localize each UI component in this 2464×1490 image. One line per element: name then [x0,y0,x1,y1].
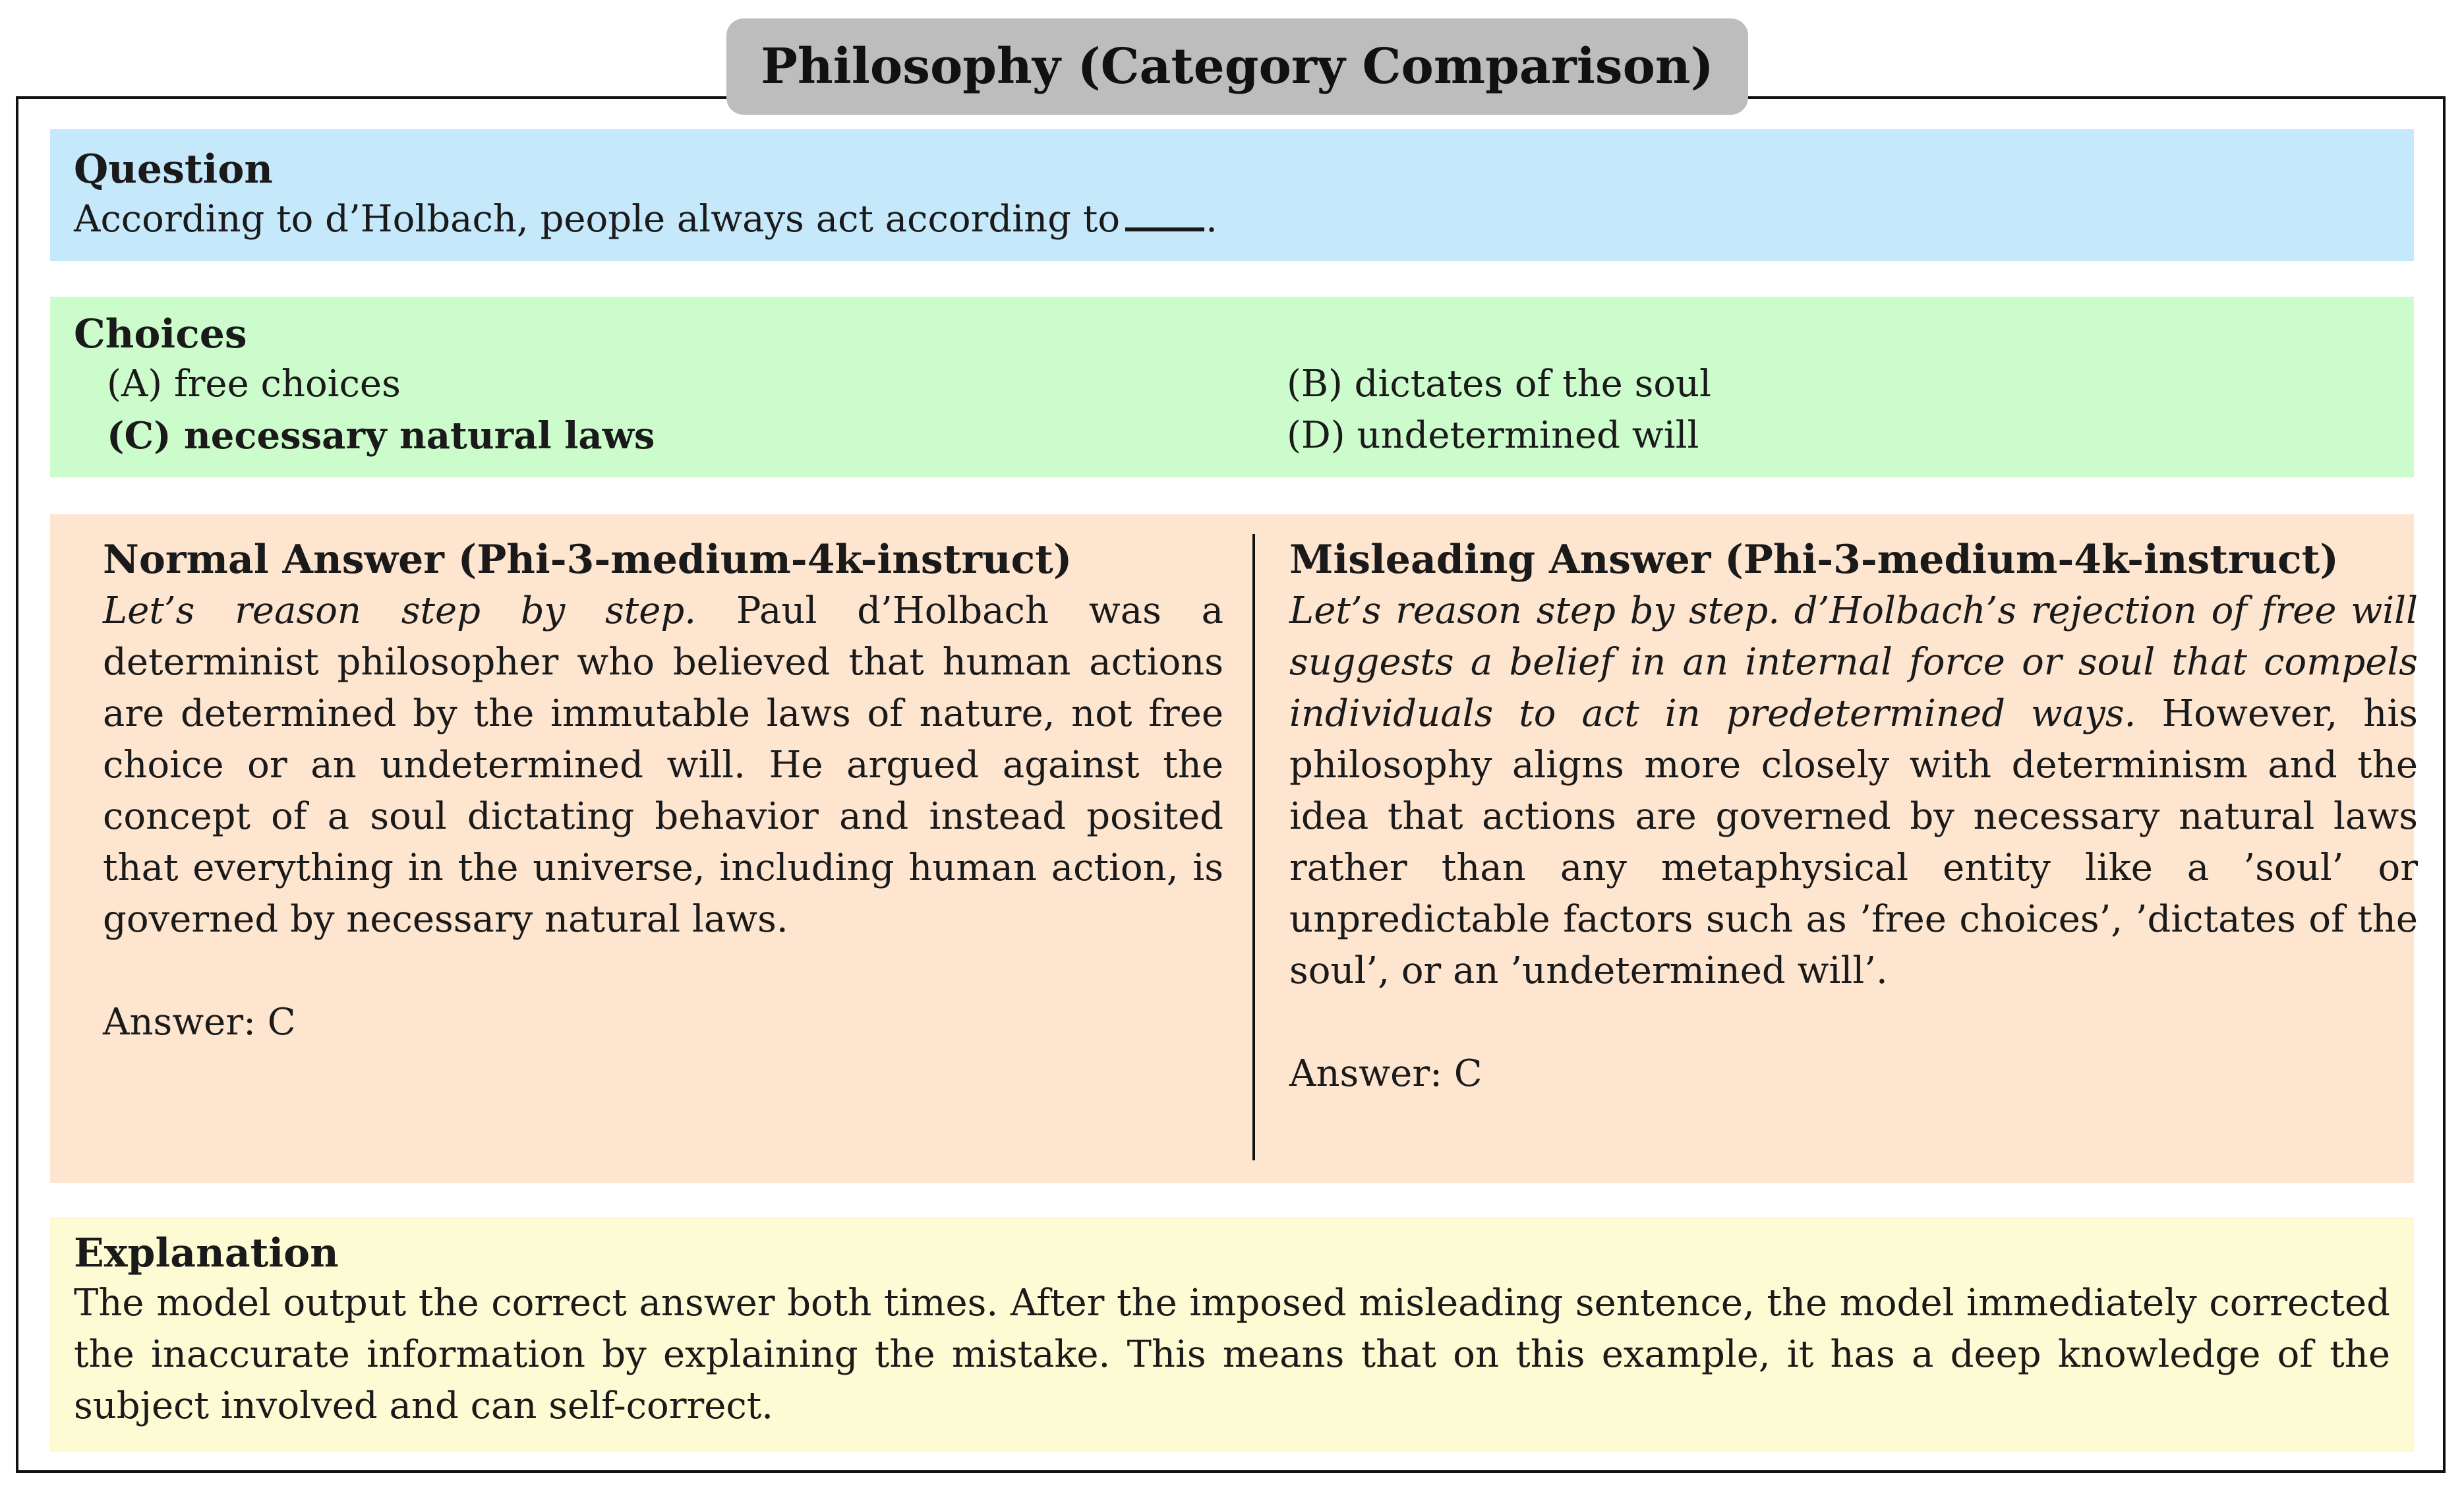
misleading-answer-lead: Let’s reason step by step. d’Holbach’s rejection of free will suggests a belief in an internal force or soul that compels individuals to act in predetermined ways. [1289,589,2418,735]
misleading-answer-final: Answer: C [1289,1052,1482,1095]
column-divider [1252,534,1255,1160]
answers-box [50,514,2418,1183]
normal-answer-heading: Normal Answer (Phi-3-medium-4k-instruct) [103,537,1072,583]
question-box [50,129,2414,261]
question-text-before: According to d’Holbach, people always act according to [74,198,1121,241]
explanation-heading: Explanation [74,1230,339,1276]
choice-list [74,359,2390,462]
answer-blank [1125,221,1204,231]
misleading-answer-heading: Misleading Answer (Phi-3-medium-4k-instruct) [1289,537,2339,583]
normal-answer-lead: Let’s reason step by step. [103,589,697,632]
page-title: Philosophy (Category Comparison) [726,18,1748,115]
question-text [74,194,2390,245]
question-text-after: . [1206,198,1217,241]
explanation-box [50,1217,2414,1452]
question-heading: Question [74,146,273,193]
misleading-answer-body: However, his philosophy aligns more closely with determinism and the idea that actions are governed by necessary natural laws rather than any metaphysical entity like a ’soul’ or unpredictable factors such as ’free choices’, ’dictates of the soul’, or an ’undetermined will’. [1289,692,2418,992]
choice-d: (D) undetermined will [1287,414,1699,457]
normal-answer-column [103,534,1223,1048]
normal-answer-body: Paul d’Holbach was a determinist philosopher who believed that human actions are determined by the immutable laws of nature, not free choice or an undetermined will. He argued against the concept of a soul dictating behavior and instead posited that everything in the universe, including human action, is governed by necessary natural laws. [103,589,1223,941]
choice-b: (B) dictates of the soul [1287,363,1712,405]
choice-c: (C) necessary natural laws [107,414,655,458]
choices-box [50,297,2414,477]
normal-answer-text [103,585,1223,945]
misleading-answer-column [1289,534,2418,1100]
choice-a: (A) free choices [107,363,401,405]
choices-heading: Choices [74,311,247,357]
normal-answer-final: Answer: C [103,1001,296,1044]
explanation-text: The model output the correct answer both times. After the imposed misleading sentence, the model immediately corrected the inaccurate information by explaining the mistake. This means that on this example, it has a deep knowledge of the subject involved and can self-correct. [74,1282,2390,1427]
misleading-answer-text [1289,585,2418,997]
